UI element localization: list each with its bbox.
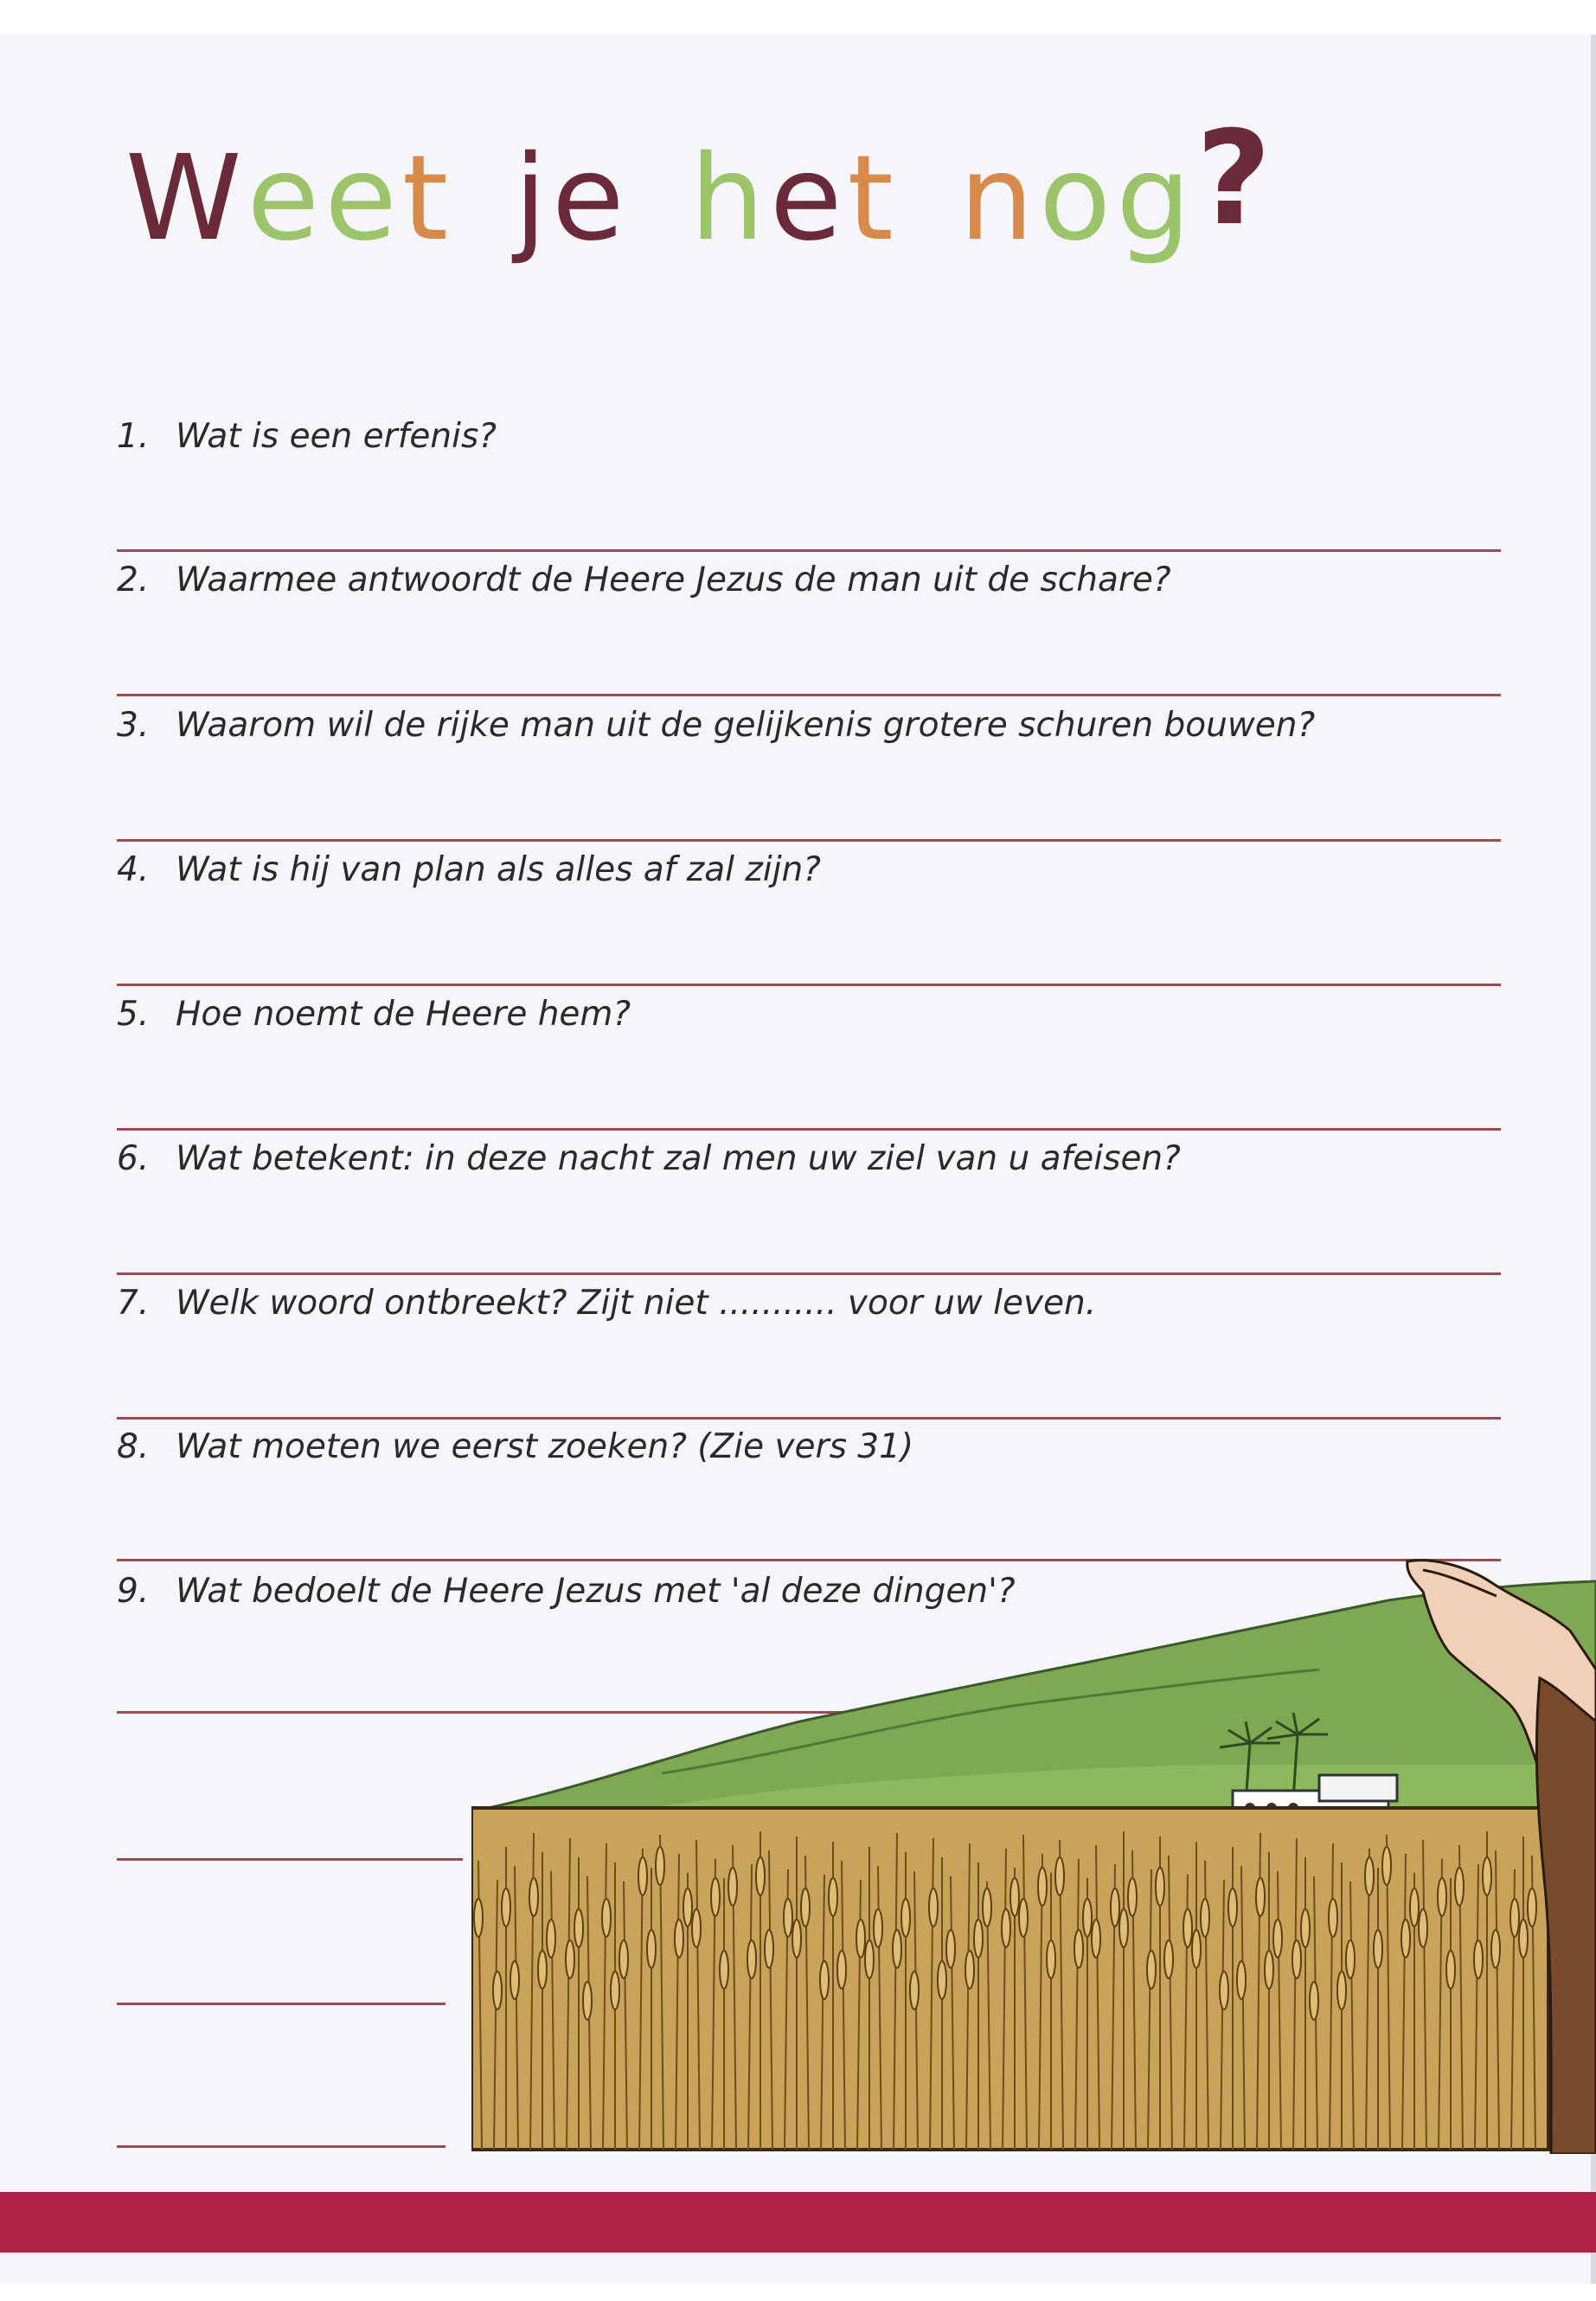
question-text: Wat moeten we eerst zoeken? (Zie vers 31) — [176, 1427, 914, 1466]
question-text: Wat betekent: in deze nacht zal men uw ziel van u afeisen? — [176, 1139, 1181, 1178]
answer-line-9d[interactable] — [117, 2145, 445, 2148]
question-number: 5. — [117, 995, 150, 1034]
title-letter: t — [401, 131, 454, 267]
question-2 — [117, 561, 1171, 599]
title-letter: e — [247, 131, 325, 267]
question-text: Hoe noemt de Heere hem? — [176, 995, 631, 1034]
title-letter: e — [769, 131, 848, 267]
title-letter: e — [324, 131, 402, 267]
question-text: Wat is hij van plan als alles af zal zijn? — [176, 850, 821, 889]
title-letter — [899, 140, 959, 258]
question-number: 3. — [117, 706, 150, 745]
title-letter: ? — [1195, 104, 1277, 254]
answer-line-9c[interactable] — [117, 2003, 445, 2005]
question-5 — [117, 995, 631, 1034]
wheat-field-pointing-hand-illustration — [471, 1548, 1596, 2154]
question-number: 9. — [117, 1572, 150, 1611]
question-number: 7. — [117, 1284, 150, 1323]
question-text: Wat is een erfenis? — [176, 417, 497, 456]
title-letter: h — [689, 131, 770, 267]
answer-line-3[interactable] — [117, 839, 1501, 842]
title-letter: g — [1116, 131, 1196, 267]
page-title — [125, 104, 1277, 267]
question-number: 6. — [117, 1139, 150, 1178]
question-8 — [117, 1427, 913, 1466]
answer-line-4[interactable] — [117, 984, 1501, 986]
answer-line-9b[interactable] — [117, 1858, 463, 1861]
title-letter — [630, 140, 690, 258]
footer-band — [0, 2192, 1596, 2253]
title-letter: j — [514, 131, 552, 267]
question-7 — [117, 1284, 1096, 1323]
question-number: 2. — [117, 561, 150, 599]
question-1 — [117, 417, 497, 456]
question-text: Waarom wil de rijke man uit de gelijkenis grotere schuren bouwen? — [176, 706, 1316, 745]
answer-line-6[interactable] — [117, 1272, 1501, 1275]
question-text: Wat bedoelt de Heere Jezus met 'al deze dingen'? — [176, 1572, 1016, 1611]
question-text: Waarmee antwoordt de Heere Jezus de man uit de schare? — [176, 561, 1171, 599]
title-letter: n — [958, 131, 1040, 267]
question-number: 1. — [117, 417, 150, 456]
title-letter: o — [1039, 131, 1117, 267]
title-letter — [453, 140, 514, 258]
answer-line-7[interactable] — [117, 1417, 1501, 1420]
question-number: 8. — [117, 1427, 150, 1466]
title-letter: t — [847, 131, 899, 267]
title-letter: W — [125, 131, 247, 267]
question-3 — [117, 706, 1315, 745]
answer-line-5[interactable] — [117, 1128, 1501, 1131]
question-text: Welk woord ontbreekt? Zijt niet ........... voor uw leven. — [176, 1284, 1097, 1323]
question-6 — [117, 1139, 1181, 1178]
question-4 — [117, 850, 821, 889]
title-letter: e — [551, 131, 630, 267]
answer-line-2[interactable] — [117, 694, 1501, 696]
question-number: 4. — [117, 850, 150, 889]
answer-line-1[interactable] — [117, 549, 1501, 552]
